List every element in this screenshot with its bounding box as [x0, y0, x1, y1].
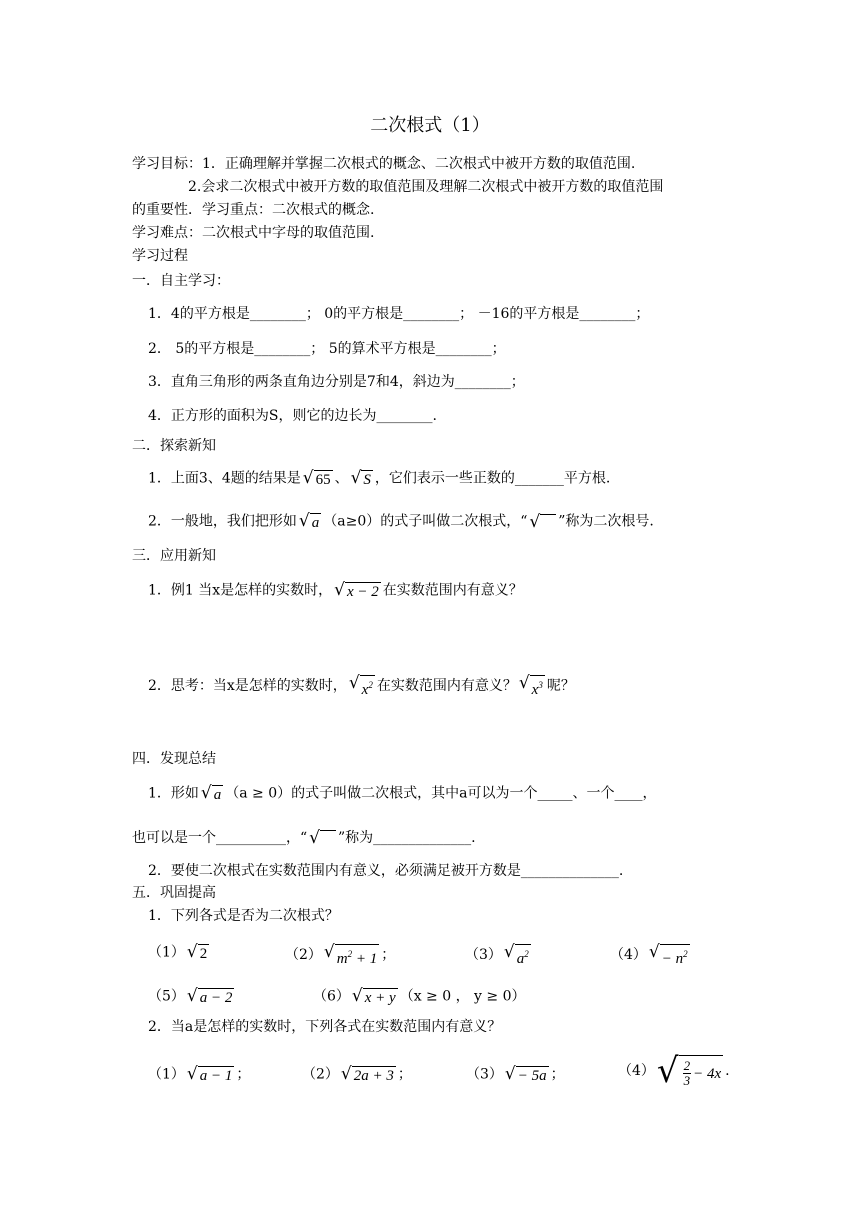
s2-q1-suffix: ，它们表示一些正数的_______平方根.: [374, 470, 611, 487]
s4-question-2: 2．要使二次根式在实数范围内有意义，必须满足被开方数是______________.: [148, 863, 624, 879]
goals-line-2: 2.会求二次根式中被开方数的取值范围及理解二次根式中被开方数的取值范围: [188, 179, 664, 195]
s5-item-5: （5） √ a − 2: [148, 986, 233, 1006]
s1-question-2: 2． 5的平方根是________； 5的算术平方根是________；: [148, 341, 506, 357]
s5-q2-item-3: （3） √ − 5a ；: [466, 1064, 565, 1084]
sqrt-65: √ 65: [302, 468, 331, 488]
s5-q2-item-2: （2） √ 2a + 3 ；: [302, 1064, 412, 1084]
sqrt-x-squared: √ $x^2$: [348, 673, 373, 698]
s1-question-1: 1．4的平方根是________； 0的平方根是________； －16的平方根是________；: [148, 306, 650, 322]
s2-q1-prefix: 1．上面3、4题的结果是: [148, 470, 301, 487]
sqrt-x-cubed: √ $x^3$: [518, 673, 543, 698]
s2-question-2: 2．一般地，我们把形如 √ a （a≥0）的式子叫做二次根式，“ √ ”称为二次根号.: [148, 511, 654, 532]
s1-question-4: 4．正方形的面积为S，则它的边长为________.: [148, 408, 437, 424]
s5-item-6: （6） √ x + y （x ≥ 0 ， y ≥ 0）: [313, 986, 526, 1006]
sqrt-a-def: √ a: [200, 783, 222, 803]
goals-line-1: 学习目标：1．正确理解并掌握二次根式的概念、二次根式中被开方数的取值范围.: [132, 156, 636, 172]
s5-item-1: （1） √ 2: [148, 942, 208, 962]
page-title: 二次根式（1）: [370, 115, 490, 136]
sqrt-s: √ S: [350, 468, 371, 488]
sqrt-a: √ a: [298, 511, 320, 531]
s5-q2-item-1: （1） √ a − 1 ；: [148, 1064, 251, 1084]
s3-think: 2．思考：当x是怎样的实数时， √ $x^2$ 在实数范围内有意义？ √ $x^3$ 呢？: [148, 673, 575, 698]
s5-question-1: 1．下列各式是否为二次根式？: [148, 908, 339, 924]
s2-question-1: 1．上面3、4题的结果是 √ 65 、 √ S ，它们表示一些正数的_______平方根.: [148, 468, 611, 488]
s5-question-2: 2．当a是怎样的实数时，下列各式在实数范围内有意义？: [148, 1019, 502, 1035]
process-heading: 学习过程: [132, 248, 188, 264]
section-2-heading: 二．探索新知: [132, 438, 216, 454]
radical-sign-symbol: √: [529, 512, 556, 532]
section-1-heading: 一．自主学习：: [132, 273, 230, 289]
s5-q2-item-4: （4） √ $\frac{2}{3}$ − 4x .: [618, 1051, 730, 1091]
s5-item-4: （4） √ − $n^2$: [610, 942, 688, 967]
goals-line-3: 的重要性．学习重点：二次根式的概念.: [132, 202, 375, 218]
section-5-heading: 五．巩固提高: [132, 885, 216, 901]
radical-sign-symbol-2: √: [309, 828, 336, 848]
difficulty-line: 学习难点：二次根式中字母的取值范围.: [132, 225, 375, 241]
sqrt-x-minus-2: √ x − 2: [334, 580, 379, 600]
section-4-heading: 四．发现总结: [132, 751, 216, 767]
s4-question-1: 1．形如 √ a （a ≥ 0）的式子叫做二次根式，其中a可以为一个_____、一个____，: [148, 783, 657, 803]
s3-example-1: 1．例1 当x是怎样的实数时， √ x − 2 在实数范围内有意义？: [148, 580, 523, 600]
s5-item-3: （3） √ $a^2$: [465, 942, 529, 967]
s4-question-1-cont: 也可以是一个__________，“ √ ”称为______________.: [132, 828, 476, 848]
section-3-heading: 三．应用新知: [132, 548, 216, 564]
s5-item-2: （2） √ $m^2 + 1$ ；: [285, 942, 396, 967]
s1-question-3: 3．直角三角形的两条直角边分别是7和4，斜边为________；: [148, 374, 525, 390]
